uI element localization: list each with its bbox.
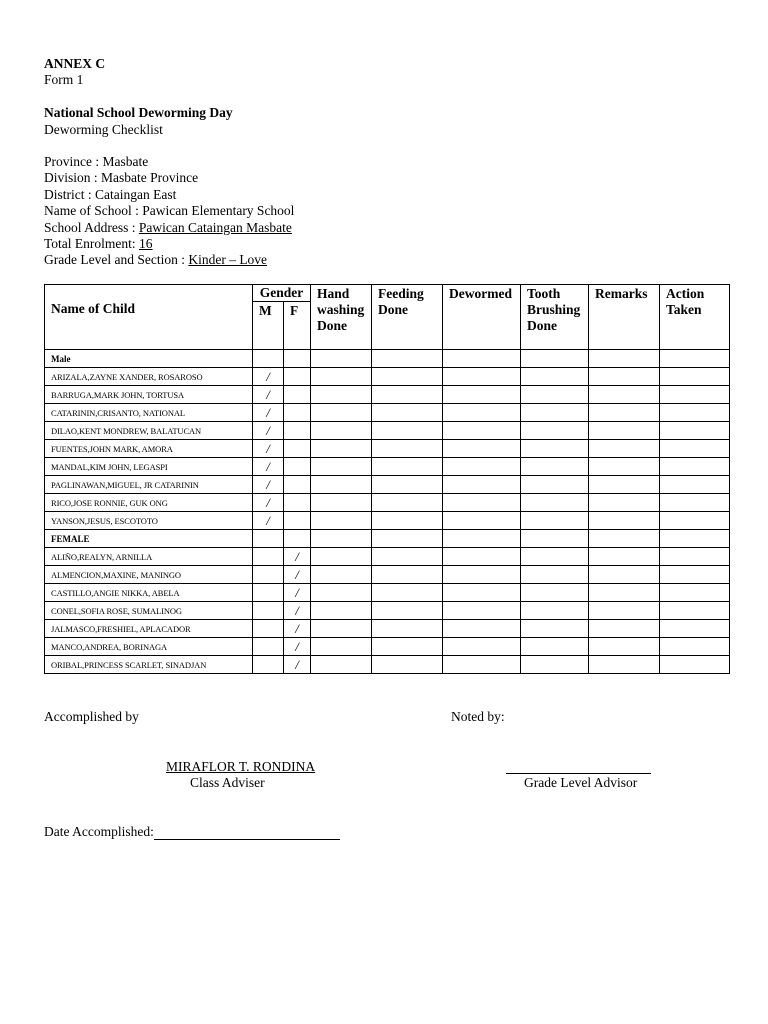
feeding-cell [372,386,443,404]
section-label-male: Male [45,350,253,368]
child-name: MANDAL,KIM JOHN, LEGASPI [45,458,253,476]
remarks-cell [589,476,660,494]
table-row [45,512,730,530]
remarks-cell [589,566,660,584]
gender-m-mark [253,566,284,584]
table-row [45,548,730,566]
header-remarks: Remarks [589,285,660,350]
enrolment-label: Total Enrolment: [44,236,140,251]
table-row [45,440,730,458]
section-row-male [45,350,730,368]
hand-washing-cell [311,620,372,638]
child-name: ARIZALA,ZAYNE XANDER, ROSAROSO [45,368,253,386]
gender-f-mark [284,368,311,386]
gender-f-mark: / [284,548,311,566]
division-line: Division : Masbate Province [44,170,199,185]
child-name: DILAO,KENT MONDREW, BALATUCAN [45,422,253,440]
gender-f-mark [284,386,311,404]
action-taken-cell [660,548,730,566]
enrolment-value: 16 [139,236,153,251]
province-line: Province : Masbate [44,154,149,169]
child-name: MANCO,ANDREA, BORINAGA [45,638,253,656]
section-label-female: FEMALE [45,530,253,548]
hand-washing-cell [311,566,372,584]
header-hand-washing: Hand washing Done [311,285,372,350]
dewormed-cell [443,422,521,440]
gender-m-mark [253,638,284,656]
dewormed-cell [443,566,521,584]
feeding-cell [372,656,443,674]
gender-m-mark [253,584,284,602]
feeding-cell [372,620,443,638]
dewormed-cell [443,512,521,530]
school-address-value: Pawican Cataingan Masbate [138,220,292,235]
document-subtitle: Deworming Checklist [44,122,163,137]
gender-f-mark [284,458,311,476]
feeding-cell [372,512,443,530]
hand-washing-cell [311,584,372,602]
dewormed-cell [443,638,521,656]
gender-f-mark: / [284,638,311,656]
school-address-label: School Address : [44,220,139,235]
noted-by-label: Noted by: [451,709,505,724]
tooth-brushing-cell [521,602,589,620]
feeding-cell [372,458,443,476]
table-row [45,638,730,656]
hand-washing-cell [311,656,372,674]
table-row [45,584,730,602]
dewormed-cell [443,584,521,602]
header-m: M [253,302,284,350]
table-row [45,656,730,674]
date-accomplished-blank[interactable] [154,826,340,840]
action-taken-cell [660,476,730,494]
grade-line [44,252,267,268]
feeding-cell [372,368,443,386]
hand-washing-cell [311,494,372,512]
gender-m-mark: / [253,422,284,440]
remarks-cell [589,656,660,674]
action-taken-cell [660,458,730,476]
action-taken-cell [660,512,730,530]
gender-f-mark: / [284,584,311,602]
table-row [45,422,730,440]
gender-m-mark: / [253,404,284,422]
adviser-title: Class Adviser [190,775,265,790]
header-tooth-brushing: Tooth Brushing Done [521,285,589,350]
adviser-name: MIRAFLOR T. RONDINA [166,759,316,774]
child-name: CASTILLO,ANGIE NIKKA, ABELA [45,584,253,602]
tooth-brushing-cell [521,494,589,512]
gender-m-mark [253,656,284,674]
header-action-taken: Action Taken [660,285,730,350]
table-row [45,404,730,422]
gender-f-mark: / [284,656,311,674]
gender-f-mark [284,494,311,512]
tooth-brushing-cell [521,476,589,494]
hand-washing-cell [311,602,372,620]
action-taken-cell [660,584,730,602]
tooth-brushing-cell [521,620,589,638]
tooth-brushing-cell [521,440,589,458]
action-taken-cell [660,620,730,638]
action-taken-cell [660,422,730,440]
tooth-brushing-cell [521,584,589,602]
remarks-cell [589,404,660,422]
child-name: ALMENCION,MAXINE, MANINGO [45,566,253,584]
hand-washing-cell [311,368,372,386]
tooth-brushing-cell [521,404,589,422]
grade-label: Grade Level and Section : [44,252,189,267]
gender-m-mark: / [253,440,284,458]
grade-value: Kinder – Love [188,252,268,267]
table-row [45,602,730,620]
gender-m-mark [253,548,284,566]
remarks-cell [589,512,660,530]
child-name: FUENTES,JOHN MARK, AMORA [45,440,253,458]
action-taken-cell [660,602,730,620]
table-row [45,458,730,476]
dewormed-cell [443,656,521,674]
feeding-cell [372,548,443,566]
child-name: YANSON,JESUS, ESCOTOTO [45,512,253,530]
gender-m-mark: / [253,512,284,530]
hand-washing-cell [311,512,372,530]
child-name: PAGLINAWAN,MIGUEL, JR CATARININ [45,476,253,494]
gender-f-mark: / [284,566,311,584]
deworming-checklist-table [44,284,730,674]
tooth-brushing-cell [521,566,589,584]
gender-m-mark: / [253,386,284,404]
enrolment-line [44,236,153,252]
child-name: ALIÑO,REALYN, ARNILLA [45,548,253,566]
feeding-cell [372,422,443,440]
table-row [45,386,730,404]
action-taken-cell [660,494,730,512]
tooth-brushing-cell [521,422,589,440]
feeding-cell [372,584,443,602]
accomplished-by-label: Accomplished by [44,709,139,724]
dewormed-cell [443,368,521,386]
document-title: National School Deworming Day [44,105,233,120]
gender-m-mark: / [253,476,284,494]
tooth-brushing-cell [521,368,589,386]
dewormed-cell [443,476,521,494]
gender-m-mark: / [253,368,284,386]
remarks-cell [589,494,660,512]
gender-f-mark [284,404,311,422]
action-taken-cell [660,656,730,674]
dewormed-cell [443,386,521,404]
action-taken-cell [660,638,730,656]
gender-f-mark [284,440,311,458]
child-name: CATARININ,CRISANTO, NATIONAL [45,404,253,422]
feeding-cell [372,566,443,584]
gender-f-mark [284,476,311,494]
action-taken-cell [660,440,730,458]
table-row [45,368,730,386]
header-dewormed: Dewormed [443,285,521,350]
tooth-brushing-cell [521,548,589,566]
dewormed-cell [443,494,521,512]
child-name: RICO,JOSE RONNIE, GUK ONG [45,494,253,512]
remarks-cell [589,458,660,476]
hand-washing-cell [311,476,372,494]
remarks-cell [589,368,660,386]
child-name: BARRUGA,MARK JOHN, TORTUSA [45,386,253,404]
dewormed-cell [443,458,521,476]
gender-m-mark [253,620,284,638]
action-taken-cell [660,386,730,404]
gender-m-mark [253,602,284,620]
tooth-brushing-cell [521,512,589,530]
school-address-line [44,220,292,236]
gender-f-mark: / [284,620,311,638]
hand-washing-cell [311,440,372,458]
hand-washing-cell [311,422,372,440]
remarks-cell [589,548,660,566]
header-f: F [284,302,311,350]
remarks-cell [589,584,660,602]
header-name-of-child: Name of Child [45,285,253,350]
child-name: JALMASCO,FRESHIEL, APLACADOR [45,620,253,638]
hand-washing-cell [311,404,372,422]
gender-f-mark [284,512,311,530]
gender-f-mark [284,422,311,440]
header-feeding: Feeding Done [372,285,443,350]
dewormed-cell [443,620,521,638]
date-accomplished-line[interactable] [44,824,340,840]
hand-washing-cell [311,458,372,476]
district-line: District : Cataingan East [44,187,177,202]
annex-label: ANNEX C [44,56,106,71]
date-accomplished-label: Date Accomplished: [44,824,154,839]
hand-washing-cell [311,548,372,566]
gender-m-mark: / [253,494,284,512]
child-name: CONEL,SOFIA ROSE, SUMALINOG [45,602,253,620]
hand-washing-cell [311,638,372,656]
feeding-cell [372,638,443,656]
tooth-brushing-cell [521,656,589,674]
form-label: Form 1 [44,72,84,87]
action-taken-cell [660,404,730,422]
feeding-cell [372,494,443,512]
action-taken-cell [660,368,730,386]
dewormed-cell [443,548,521,566]
tooth-brushing-cell [521,386,589,404]
dewormed-cell [443,602,521,620]
gender-m-mark: / [253,458,284,476]
dewormed-cell [443,440,521,458]
dewormed-cell [443,404,521,422]
remarks-cell [589,638,660,656]
remarks-cell [589,440,660,458]
remarks-cell [589,386,660,404]
remarks-cell [589,422,660,440]
gender-f-mark: / [284,602,311,620]
feeding-cell [372,404,443,422]
feeding-cell [372,440,443,458]
section-row-female [45,530,730,548]
table-row [45,566,730,584]
action-taken-cell [660,566,730,584]
feeding-cell [372,476,443,494]
remarks-cell [589,620,660,638]
tooth-brushing-cell [521,638,589,656]
remarks-cell [589,602,660,620]
header-gender: Gender [253,285,311,302]
feeding-cell [372,602,443,620]
table-row [45,620,730,638]
advisor-title: Grade Level Advisor [524,775,638,790]
table-row [45,494,730,512]
hand-washing-cell [311,386,372,404]
child-name: ORIBAL,PRINCESS SCARLET, SINADJAN [45,656,253,674]
tooth-brushing-cell [521,458,589,476]
school-name-line: Name of School : Pawican Elementary School [44,203,295,218]
table-row [45,476,730,494]
